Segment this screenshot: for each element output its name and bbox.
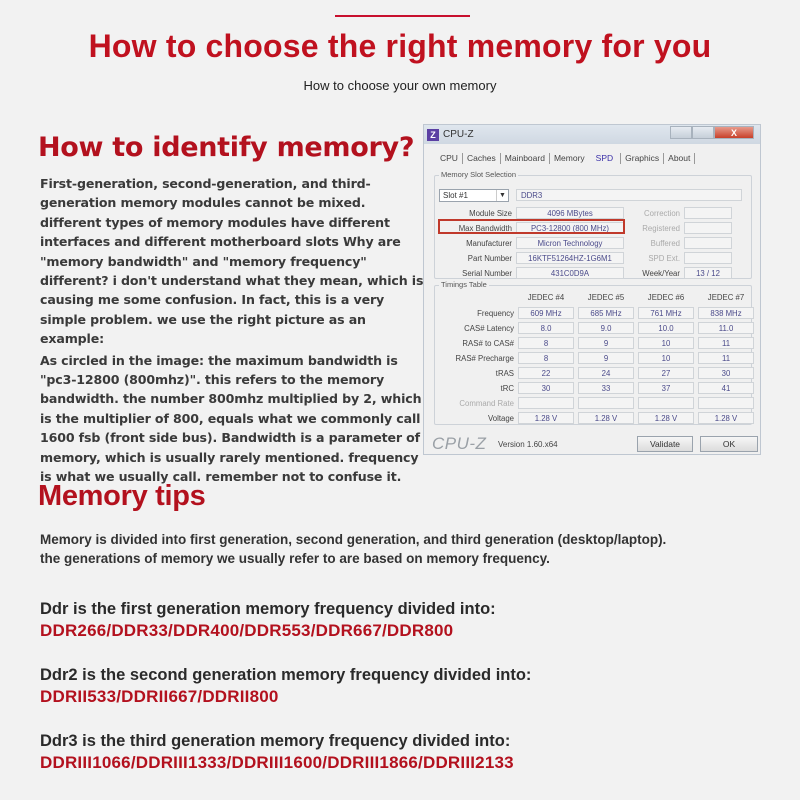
cpuz-brand-logo: CPU-Z [432,434,487,453]
timings-header-row [518,293,754,302]
timings-cell: 11 [698,337,754,349]
memory-type-field: DDR3 [516,189,742,201]
identify-paragraph-1: First-generation, second-generation, and third-generation memory modules cannot be mixed. different types of memory modules have different interfaces and different motherboard slots Why are "memory bandwidth" and "memory frequency" different? i don't understand what they mean, which is causing me some confusion. In fact, this is a very simple problem. we use the right picture as an example: [40,176,424,347]
timings-row-label: RAS# Precharge [455,353,514,363]
identify-section-body [40,174,425,487]
timings-cell: 11.0 [698,322,754,334]
timings-cell [638,397,694,409]
timings-cell: 10 [638,352,694,364]
buffered-value [684,237,732,249]
timings-cell: 24 [578,367,634,379]
timings-row-label: CAS# Latency [464,323,514,333]
week-year-label: Week/Year [642,268,680,278]
manufacturer-label: Manufacturer [466,238,512,248]
timings-cell: 37 [638,382,694,394]
timings-col-header: JEDEC #5 [587,293,625,302]
spd-ext-label: SPD Ext. [648,253,680,263]
timings-cell: 1.28 V [578,412,634,424]
identify-paragraph-2: As circled in the image: the maximum bandwidth is "pc3-12800 (800mhz)". this refers to the memory bandwidth. the number 800mhz multiplied by 2, which is the multiplier of 800, equals what we commonly call 1600 fsb (front side bus). Bandwidth is a parameter of memory, which is usually rarely mentioned. frequency is what we usually call. remember not to confuse it. [40,352,422,485]
tab-memory[interactable]: Memory [553,153,585,163]
tab-mainboard[interactable]: Mainboard [501,153,550,164]
timings-cell: 838 MHz [698,307,754,319]
tab-spd[interactable]: SPD [595,153,614,163]
cpuz-version: Version 1.60.x64 [498,440,558,449]
timings-row [434,382,754,394]
tab-about[interactable]: About [664,153,695,164]
timings-col-header: JEDEC #4 [527,293,565,302]
timings-cell: 1.28 V [518,412,574,424]
timings-cell: 41 [698,382,754,394]
module-size-label: Module Size [469,208,512,218]
close-button[interactable]: X [714,126,754,139]
timings-cell: 609 MHz [518,307,574,319]
timings-cell [698,397,754,409]
registered-value [684,222,732,234]
timings-row [434,412,754,424]
timings-col-header: JEDEC #7 [707,293,745,302]
cpuz-tabs [436,153,695,164]
memory-tips-line-2: the generations of memory we usually refer to are based on memory frequency. [40,551,550,566]
max-bandwidth-label: Max Bandwidth [458,223,512,233]
timings-cell: 27 [638,367,694,379]
timings-cell: 22 [518,367,574,379]
memory-tips-body [40,530,780,568]
cpuz-window-title: CPU-Z [443,129,474,140]
ddr1-block [40,598,496,642]
timings-cell: 10.0 [638,322,694,334]
serial-number-value: 431C0D9A [516,267,624,279]
correction-value [684,207,732,219]
timings-row [434,322,754,334]
timings-row [434,352,754,364]
timings-row [434,397,754,409]
tab-graphics[interactable]: Graphics [620,153,664,164]
timings-row-label: tRAS [495,368,514,378]
cpuz-footer [430,431,756,453]
part-number-row [434,252,732,264]
timings-cell: 8 [518,337,574,349]
timings-cell [578,397,634,409]
buffered-label: Buffered [650,238,680,248]
timings-col-header: JEDEC #6 [647,293,685,302]
page-title: How to choose the right memory for you [88,28,712,64]
tab-cpu[interactable]: CPU [436,153,463,164]
timings-cell: 9 [578,352,634,364]
ddr2-frequency-list: DDRII533/DDRII667/DDRII800 [40,687,279,706]
ddr1-heading: Ddr is the first generation memory frequency divided into: [40,600,496,618]
part-number-label: Part Number [467,253,512,263]
ddr1-frequency-list: DDR266/DDR33/DDR400/DDR553/DDR667/DDR800 [40,621,454,640]
cpuz-titlebar [424,125,760,144]
timings-table-label: Timings Table [441,280,487,289]
timings-row-label: Voltage [487,413,514,423]
timings-cell: 8 [518,352,574,364]
registered-label: Registered [642,223,680,233]
serial-number-label: Serial Number [462,268,512,278]
timings-cell: 33 [578,382,634,394]
memory-slot-selection-label: Memory Slot Selection [441,170,517,179]
timings-cell: 685 MHz [578,307,634,319]
timings-row-label: tRC [500,383,514,393]
max-bandwidth-value: PC3-12800 (800 MHz) [516,222,624,234]
minimize-button[interactable] [670,126,692,139]
ddr3-frequency-list: DDRIII1066/DDRIII1333/DDRIII1600/DDRIII1866/DDRIII2133 [40,753,514,772]
timings-cell: 30 [698,367,754,379]
timings-row [434,367,754,379]
spd-ext-value [684,252,732,264]
week-year-value: 13 / 12 [684,267,732,279]
timings-cell: 30 [518,382,574,394]
module-size-value: 4096 MBytes [516,207,624,219]
ddr2-heading: Ddr2 is the second generation memory frequency divided into: [40,666,532,684]
serial-number-row [434,267,732,279]
timings-cell: 1.28 V [698,412,754,424]
manufacturer-row [434,237,732,249]
timings-cell: 8.0 [518,322,574,334]
correction-label: Correction [644,208,680,218]
timings-cell: 9.0 [578,322,634,334]
timings-row [434,307,754,319]
manufacturer-value: Micron Technology [516,237,624,249]
timings-cell: 1.28 V [638,412,694,424]
title-decoration-rule [335,15,470,17]
ddr2-block [40,664,531,708]
maximize-button[interactable] [692,126,714,139]
memory-tips-title: Memory tips [38,480,206,512]
module-size-row [434,207,732,219]
ddr3-heading: Ddr3 is the third generation memory frequency divided into: [40,732,511,750]
slot-dropdown-value: Slot #1 [443,191,468,200]
validate-button[interactable]: Validate [637,436,693,452]
timings-row-label: Command Rate [459,398,514,408]
tab-caches[interactable]: Caches [463,153,501,164]
ddr3-block [40,730,514,774]
timings-cell: 10 [638,337,694,349]
part-number-value: 16KTF51264HZ-1G6M1 [516,252,624,264]
page-subtitle: How to choose your own memory [303,78,497,93]
chevron-down-icon: ▼ [496,190,508,201]
cpuz-logo-icon: Z [427,129,439,141]
identify-section-title: How to identify memory? [38,132,415,163]
timings-cell: 761 MHz [638,307,694,319]
timings-row-label: RAS# to CAS# [462,338,514,348]
max-bandwidth-highlight [438,219,625,234]
timings-row [434,337,754,349]
ok-button[interactable]: OK [700,436,758,452]
slot-dropdown[interactable] [439,189,509,202]
cpuz-window [423,124,761,455]
timings-row-label: Frequency [477,308,514,318]
timings-cell [518,397,574,409]
timings-cell: 9 [578,337,634,349]
memory-tips-line-1: Memory is divided into first generation, second generation, and third generation (desktop/laptop). [40,532,667,547]
timings-cell: 11 [698,352,754,364]
